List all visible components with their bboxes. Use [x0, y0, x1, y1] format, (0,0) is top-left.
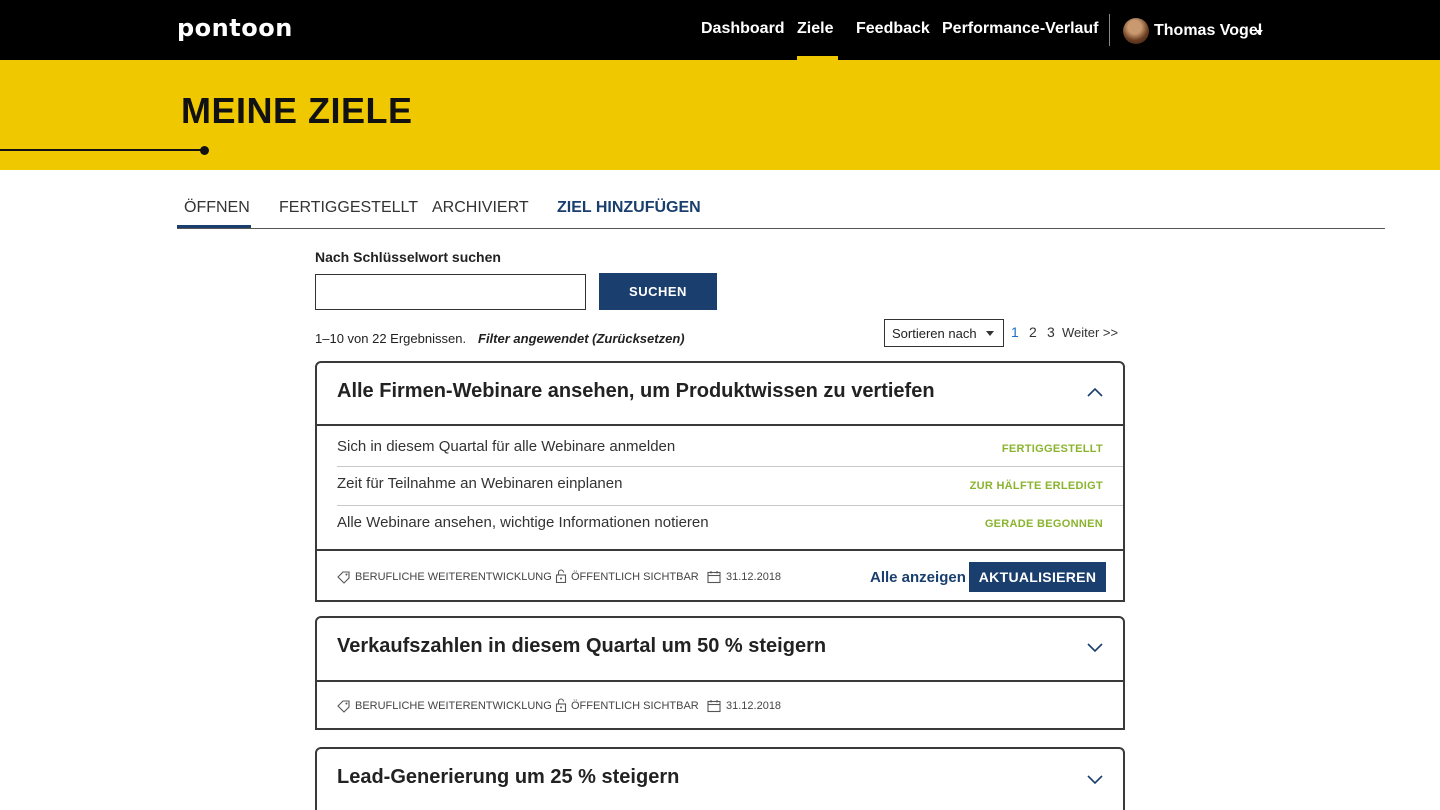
card-separator	[317, 680, 1123, 682]
tag-icon	[337, 699, 351, 713]
goal-card	[315, 747, 1125, 810]
tag-icon	[337, 570, 351, 584]
goal-category: BERUFLICHE WEITERENTWICKLUNG	[355, 571, 552, 583]
subgoal-status-badge: GERADE BEGONNEN	[984, 518, 1103, 530]
search-button[interactable]: SUCHEN	[599, 273, 717, 310]
pontoon-logo[interactable]: pontoon	[177, 14, 293, 42]
chevron-down-icon	[986, 331, 994, 336]
goal-title[interactable]: Verkaufszahlen in diesem Quartal um 50 % steigern	[337, 635, 827, 657]
header-decorative-dot	[200, 146, 209, 155]
chevron-up-icon[interactable]	[1087, 387, 1103, 397]
update-button[interactable]: AKTUALISIEREN	[969, 562, 1106, 592]
filter-reset-link[interactable]: Filter angewendet (Zurücksetzen)	[478, 331, 685, 346]
page-link-2[interactable]: 2	[1029, 324, 1037, 340]
add-goal-link[interactable]: ZIEL HINZUFÜGEN	[557, 199, 701, 216]
subgoal-text: Sich in diesem Quartal für alle Webinare anmelden	[337, 438, 676, 455]
goal-title[interactable]: Lead-Generierung um 25 % steigern	[337, 766, 680, 788]
page-link-1[interactable]: 1	[1011, 324, 1019, 340]
card-separator	[317, 424, 1123, 426]
nav-divider	[1109, 14, 1110, 46]
calendar-icon	[707, 570, 721, 584]
chevron-down-icon[interactable]	[1087, 643, 1103, 653]
subgoal-text: Alle Webinare ansehen, wichtige Informationen notieren	[337, 514, 709, 531]
sort-dropdown-label: Sortieren nach	[892, 326, 977, 341]
sort-dropdown[interactable]	[884, 319, 1004, 347]
user-menu-caret-icon[interactable]	[1255, 30, 1263, 35]
card-separator	[317, 549, 1123, 551]
goal-due-date: 31.12.2018	[726, 571, 782, 583]
subgoal-text: Zeit für Teilnahme an Webinaren einplanen	[337, 475, 623, 492]
subgoal-divider	[337, 466, 1123, 467]
page-title: MEINE ZIELE	[181, 90, 413, 131]
tab-archiviert[interactable]: ARCHIVIERT	[432, 199, 529, 216]
page-link-3[interactable]: 3	[1047, 324, 1055, 340]
tab-oeffnen[interactable]: ÖFFNEN	[184, 199, 250, 216]
page-header	[0, 60, 1440, 170]
user-menu-name[interactable]: Thomas Vogel	[1154, 22, 1263, 39]
nav-item-performance-verlauf[interactable]: Performance-Verlauf	[942, 20, 1099, 37]
subgoal-status-badge: ZUR HÄLFTE ERLEDIGT	[969, 480, 1103, 492]
nav-item-ziele[interactable]: Ziele	[797, 20, 834, 37]
subgoal-status-badge: FERTIGGESTELLT	[1001, 443, 1103, 455]
nav-item-feedback[interactable]: Feedback	[856, 20, 930, 37]
next-page-link[interactable]: Weiter >>	[1062, 325, 1119, 340]
goal-category: BERUFLICHE WEITERENTWICKLUNG	[355, 700, 552, 712]
tabs-divider	[177, 228, 1385, 229]
search-label: Nach Schlüsselwort suchen	[315, 249, 501, 265]
top-navigation-bar	[0, 0, 1440, 60]
calendar-icon	[707, 699, 721, 713]
lock-icon	[554, 569, 568, 583]
goal-title[interactable]: Alle Firmen-Webinare ansehen, um Produktwissen zu vertiefen	[337, 380, 935, 402]
goal-card	[315, 361, 1125, 602]
subgoal-divider	[337, 505, 1123, 506]
chevron-down-icon[interactable]	[1087, 775, 1103, 785]
goal-visibility: ÖFFENTLICH SICHTBAR	[571, 700, 699, 712]
header-decorative-line	[0, 149, 204, 151]
user-avatar[interactable]	[1123, 18, 1149, 44]
show-all-link[interactable]: Alle anzeigen	[870, 569, 966, 586]
lock-icon	[554, 698, 568, 712]
goal-visibility: ÖFFENTLICH SICHTBAR	[571, 571, 699, 583]
search-input[interactable]	[315, 274, 586, 310]
goal-card	[315, 616, 1125, 730]
results-count: 1–10 von 22 Ergebnissen.	[315, 331, 467, 346]
tab-fertiggestellt[interactable]: FERTIGGESTELLT	[279, 199, 418, 216]
nav-item-dashboard[interactable]: Dashboard	[701, 20, 785, 37]
goal-due-date: 31.12.2018	[726, 700, 782, 712]
